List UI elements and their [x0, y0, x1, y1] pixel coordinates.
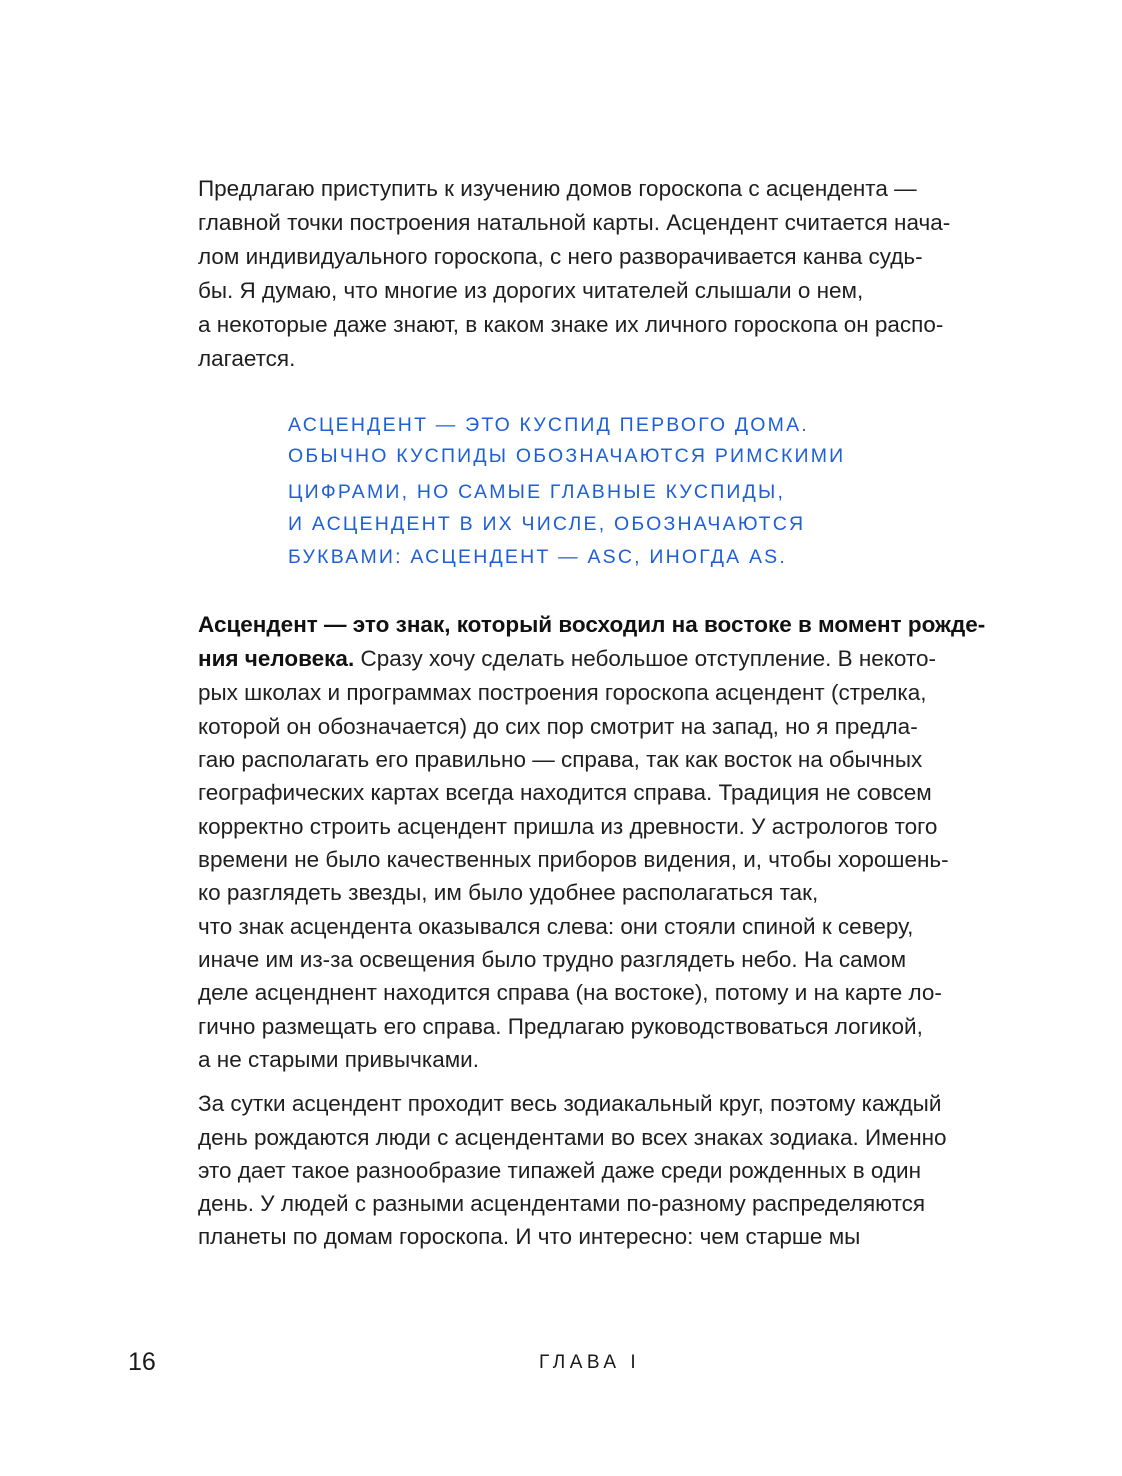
text-line: планеты по домам гороскопа. И что интересно: чем старше мы [198, 1224, 861, 1249]
text-line: лом индивидуального гороскопа, с него разворачивается канва судь- [198, 244, 923, 269]
chapter-label: ГЛАВА I [539, 1352, 641, 1373]
quote-line: И АСЦЕНДЕНТ В ИХ ЧИСЛЕ, ОБОЗНАЧАЮТСЯ [288, 513, 806, 535]
text-line: рых школах и программах построения гороскопа асцендент (стрелка, [198, 680, 927, 705]
quote-line: БУКВАМИ: АСЦЕНДЕНТ — ASC, ИНОГДА AS. [288, 546, 787, 568]
text-line: деле асценднент находится справа (на востоке), потому и на карте ло- [198, 980, 942, 1005]
text-line: которой он обозначается) до сих пор смотрит на запад, но я предла- [198, 714, 918, 739]
text-line: гаю располагать его правильно — справа, так как восток на обычных [198, 747, 923, 772]
page-number: 16 [128, 1348, 156, 1376]
text-span: Сразу хочу сделать небольшое отступление. В некото- [354, 646, 936, 671]
text-line: лагается. [198, 346, 296, 371]
text-line: За сутки асцендент проходит весь зодиакальный круг, поэтому каждый [198, 1091, 942, 1116]
text-line: гично размещать его справа. Предлагаю руководствоваться логикой, [198, 1014, 923, 1039]
text-line: ко разглядеть звезды, им было удобнее располагаться так, [198, 880, 819, 905]
bold-definition-line: Асцендент — это знак, который восходил на востоке в момент рожде- [198, 612, 986, 637]
text-line: Предлагаю приступить к изучению домов гороскопа с асцендента — [198, 176, 917, 201]
quote-line: ЦИФРАМИ, НО САМЫЕ ГЛАВНЫЕ КУСПИДЫ, [288, 481, 786, 503]
text-line: а некоторые даже знают, в каком знаке их личного гороскопа он распо- [198, 312, 944, 337]
text-line: главной точки построения натальной карты. Асцендент считается нача- [198, 210, 951, 235]
text-line: времени не было качественных приборов видения, и, чтобы хорошень- [198, 847, 949, 872]
text-line: а не старыми привычками. [198, 1047, 479, 1072]
text-line: бы. Я думаю, что многие из дорогих читателей слышали о нем, [198, 278, 864, 303]
text-line: корректно строить асцендент пришла из древности. У астрологов того [198, 814, 938, 839]
text-line [198, 642, 936, 676]
text-line: это дает такое разнообразие типажей даже среди рожденных в один [198, 1158, 922, 1183]
text-line: иначе им из-за освещения было трудно разглядеть небо. На самом [198, 947, 907, 972]
bold-definition-end: ния человека. [198, 646, 355, 671]
quote-line: ОБЫЧНО КУСПИДЫ ОБОЗНАЧАЮТСЯ РИМСКИМИ [288, 445, 846, 467]
text-line: географических картах всегда находится справа. Традиция не совсем [198, 780, 932, 805]
text-line: день рождаются люди с асцендентами во всех знаках зодиака. Именно [198, 1125, 947, 1150]
quote-line: АСЦЕНДЕНТ — ЭТО КУСПИД ПЕРВОГО ДОМА. [288, 414, 809, 436]
text-line: что знак асцендента оказывался слева: они стояли спиной к северу, [198, 914, 914, 939]
text-line: день. У людей с разными асцендентами по-разному распределяются [198, 1191, 926, 1216]
